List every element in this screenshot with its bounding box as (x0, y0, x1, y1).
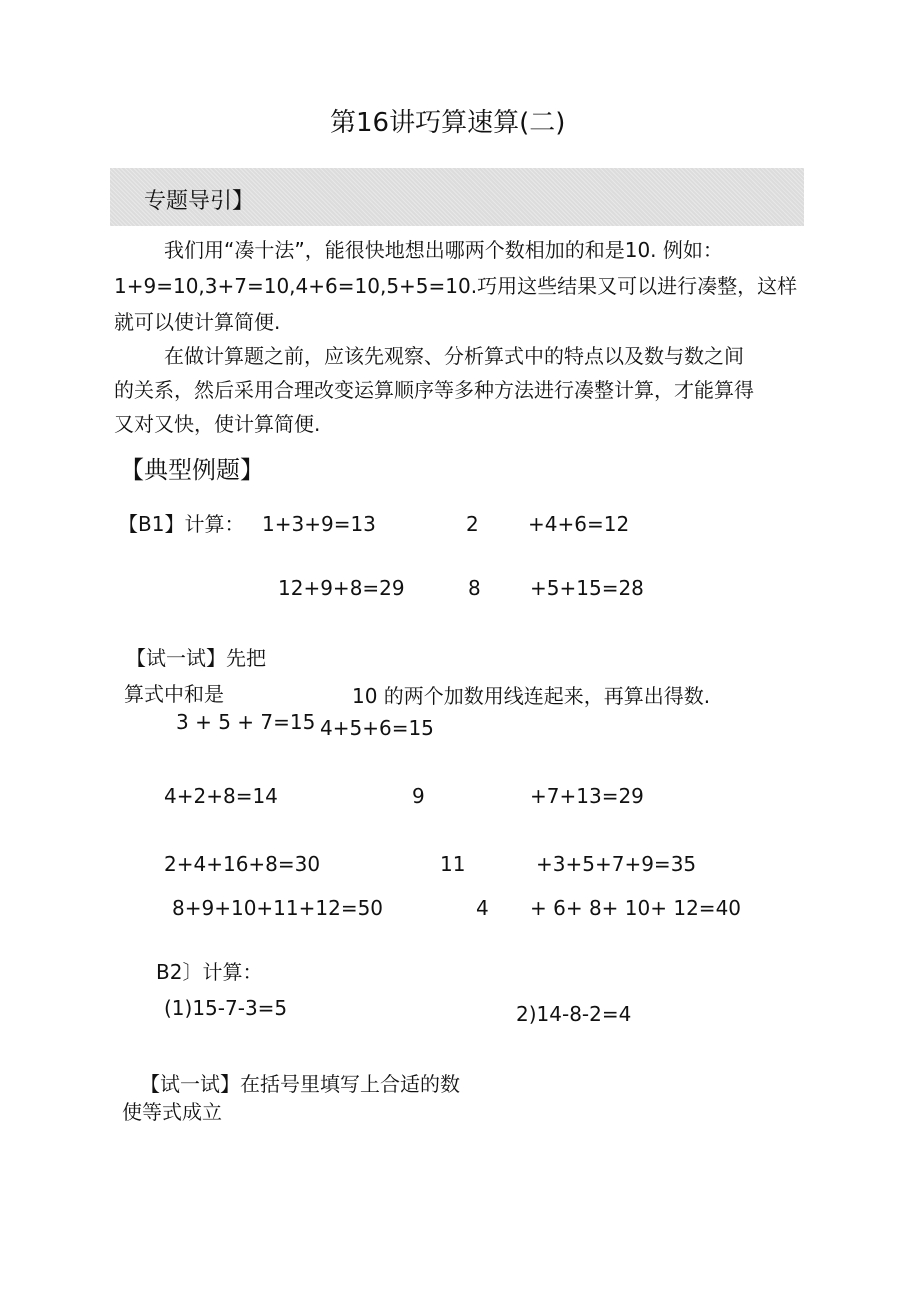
examples-heading: 【典型例题】 (120, 456, 264, 484)
try1-item-1: 3 + 5 + 7=15 (176, 710, 316, 734)
intro-paragraph-2-line-2: 的关系，然后采用合理改变运算顺序等多种方法进行凑整计算，才能算得 (114, 378, 754, 402)
b1-label: 【B1】计算： (118, 512, 245, 536)
intro-paragraph-1-line-3: 就可以使计算简便. (114, 310, 281, 334)
page-title: 第16讲巧算速算(二) (330, 108, 566, 138)
intro-paragraph-1-line-1: 我们用“凑十法”，能很快地想出哪两个数相加的和是10. 例如： (164, 238, 723, 262)
b1-item-4: 12+9+8=29 (278, 576, 405, 600)
try1-item-6: 2+4+16+8=30 (164, 852, 321, 876)
b1-item-2: 2 (466, 512, 479, 536)
b1-item-3: +4+6=12 (528, 512, 630, 536)
try1-item-11: + 6+ 8+ 10+ 12=40 (530, 896, 742, 920)
b1-item-6: +5+15=28 (530, 576, 644, 600)
section-heading: 专题导引】 (144, 189, 255, 214)
b2-item-1: (1)15-7-3=5 (164, 996, 288, 1020)
try1-item-2: 4+5+6=15 (320, 716, 434, 740)
b1-item-5: 8 (468, 576, 481, 600)
try2-line-1: 【试一试】在括号里填写上合适的数 (140, 1072, 460, 1096)
b2-label: B2〕计算： (156, 960, 263, 984)
try1-item-9: 8+9+10+11+12=50 (172, 896, 384, 920)
try1-label: 【试一试】先把 (126, 646, 266, 670)
intro-paragraph-2-line-1: 在做计算题之前，应该先观察、分析算式中的特点以及数与数之间 (164, 344, 744, 368)
try1-item-10: 4 (476, 896, 489, 920)
b2-item-2: 2)14-8-2=4 (516, 1002, 632, 1026)
try2-line-2: 使等式成立 (122, 1100, 222, 1124)
intro-paragraph-2-line-3: 又对又快，使计算简便. (114, 412, 321, 436)
b1-item-1: 1+3+9=13 (262, 512, 376, 536)
try1-item-8: +3+5+7+9=35 (536, 852, 697, 876)
intro-paragraph-1-line-2: 1+9=10,3+7=10,4+6=10,5+5=10.巧用这些结果又可以进行凑整，这样 (114, 274, 798, 298)
section-heading-bar (110, 168, 804, 226)
try1-instruction-right: 10 的两个加数用线连起来，再算出得数. (352, 684, 711, 708)
try1-item-3: 4+2+8=14 (164, 784, 278, 808)
try1-instruction-left: 算式中和是 (124, 682, 224, 706)
try1-item-5: +7+13=29 (530, 784, 644, 808)
try1-item-7: 11 (440, 852, 466, 876)
try1-item-4: 9 (412, 784, 425, 808)
